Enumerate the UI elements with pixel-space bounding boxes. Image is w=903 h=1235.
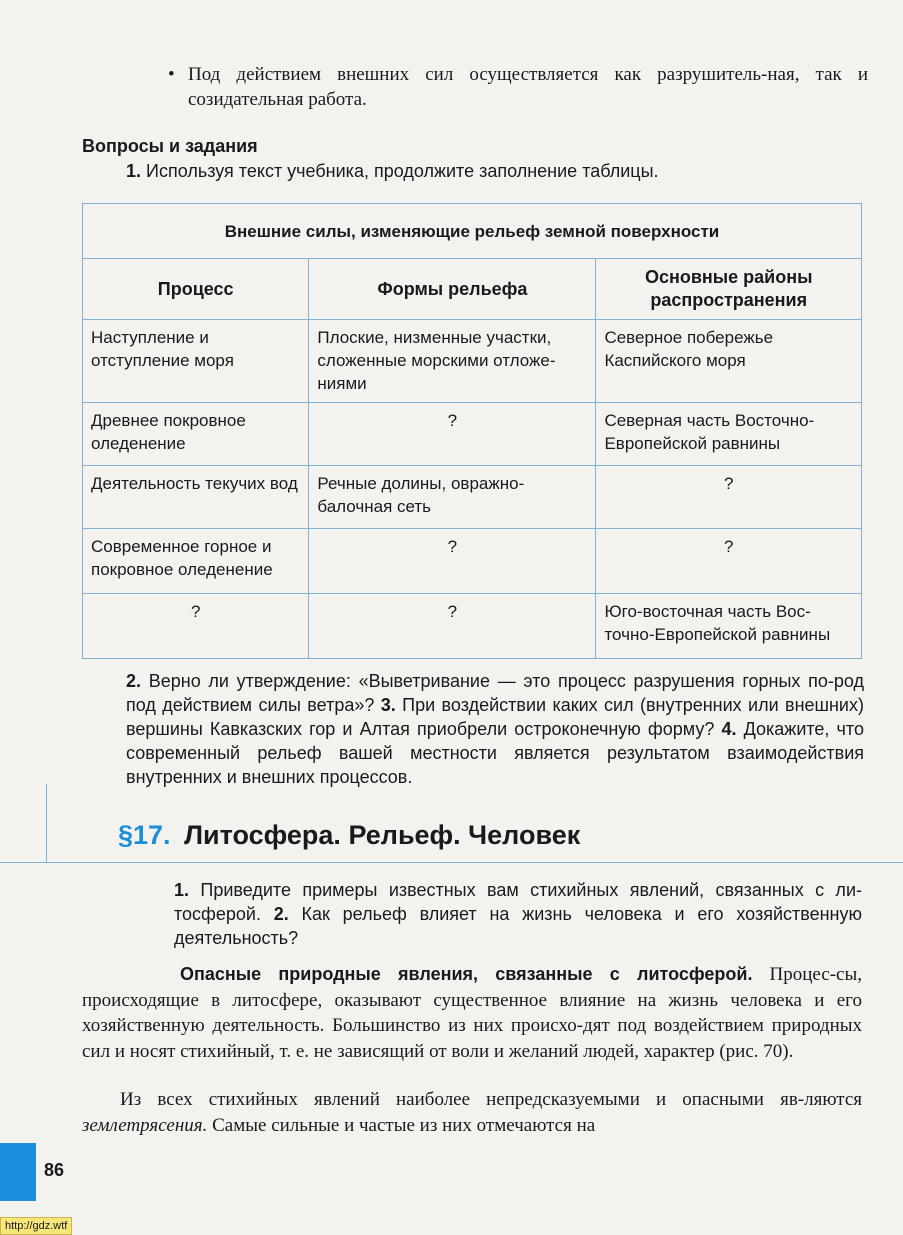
table-cell: Наступление и отступление моря [83, 320, 309, 403]
table-header-regions: Основные районы распространения [596, 259, 862, 320]
body-paragraph-1 [82, 962, 862, 1064]
table-cell: ? [83, 594, 309, 659]
section-number: §17. [118, 820, 171, 850]
paragraph-2-term: землетрясения. [82, 1114, 208, 1136]
table-cell: Деятельность текучих вод [83, 466, 309, 529]
pre-question-1-text: Приведите примеры известных вам стихийных явлений, связанных с ли-тосферой. [174, 880, 862, 924]
table-header-landforms: Формы рельефа [309, 259, 596, 320]
questions-heading: Вопросы и задания [82, 136, 258, 156]
question-1 [126, 161, 659, 182]
table-title: Внешние силы, изменяющие рельеф земной поверхности [83, 204, 862, 259]
external-forces-table [82, 203, 862, 659]
table-row [83, 466, 862, 529]
section-pre-questions [174, 878, 862, 950]
question-4-number: 4. [721, 719, 737, 739]
question-1-number: 1. [126, 161, 142, 181]
page-color-tab [0, 1143, 36, 1201]
margin-rule [46, 784, 47, 862]
paragraph-1-lead: Опасные природные явления, связанные с литосферой. [180, 964, 753, 984]
table-row [83, 320, 862, 403]
pre-question-2-number: 2. [273, 904, 289, 924]
pre-question-1-number: 1. [174, 880, 190, 900]
bullet-text: Под действием внешних сил осуществляется как разрушитель-ная, так и созидательная работа. [188, 64, 868, 110]
section-heading [118, 820, 580, 851]
watermark-link[interactable]: http://gdz.wtf [0, 1217, 72, 1235]
table-cell: Северное побережье Каспийского моря [596, 320, 862, 403]
question-4-text: Докажите, что современный рельеф вашей местности является результатом взаимодействия внутренних и внешних процессов. [126, 719, 864, 787]
table-cell: ? [596, 466, 862, 529]
paragraph-2-end: Самые сильные и частые из них отмечаются на [212, 1114, 596, 1136]
paragraph-1-text: Процес-сы, происходящие в литосфере, оказывают существенное влияние на жизнь человека и его хозяйственную деятельность. Большинство из них происхо-дят под воздействием природных сил и носят стихийный, т. е. не зависящий от воли и желаний людей, характер (рис. 70). [82, 964, 862, 1062]
questions-2-4 [126, 669, 864, 789]
question-1-text: Используя текст учебника, продолжите заполнение таблицы. [146, 161, 659, 181]
bullet-statement [168, 62, 868, 112]
question-2-text: Верно ли утверждение: «Выветривание — это процесс разрушения горных по-род под действием силы ветра»? [126, 671, 864, 715]
page-number: 86 [44, 1160, 65, 1180]
table-cell: Плоские, низменные участки, сложенные морскими отложе-ниями [309, 320, 596, 403]
table-cell: Юго-восточная часть Вос-точно-Европейской равнины [596, 594, 862, 659]
table-cell: ? [309, 594, 596, 659]
table-row [83, 529, 862, 594]
pre-question-2-text: Как рельеф влияет на жизнь человека и его хозяйственную деятельность? [174, 904, 862, 948]
table-cell: Речные долины, овражно-балочная сеть [309, 466, 596, 529]
question-2-number: 2. [126, 671, 142, 691]
body-paragraph-2 [82, 1087, 862, 1138]
table-header-process: Процесс [83, 259, 309, 320]
table-cell: Современное горное и покровное оледенение [83, 529, 309, 594]
table-row [83, 594, 862, 659]
table-cell: ? [309, 529, 596, 594]
table-cell: Древнее покровное оледенение [83, 403, 309, 466]
table-cell: ? [596, 529, 862, 594]
section-rule [0, 862, 903, 863]
question-3-text: При воздействии каких сил (внутренних или внешних) вершины Кавказских гор и Алтая приобрели остроконечную форму? [126, 695, 864, 739]
paragraph-2-start: Из всех стихийных явлений наиболее непредсказуемыми и опасными яв-ляются [120, 1089, 862, 1110]
table-cell: ? [309, 403, 596, 466]
bullet-symbol: • [168, 64, 175, 85]
table-cell: Северная часть Восточно-Европейской равнины [596, 403, 862, 466]
question-3-number: 3. [380, 695, 396, 715]
section-title: Литосфера. Рельеф. Человек [184, 820, 581, 850]
table-row [83, 403, 862, 466]
